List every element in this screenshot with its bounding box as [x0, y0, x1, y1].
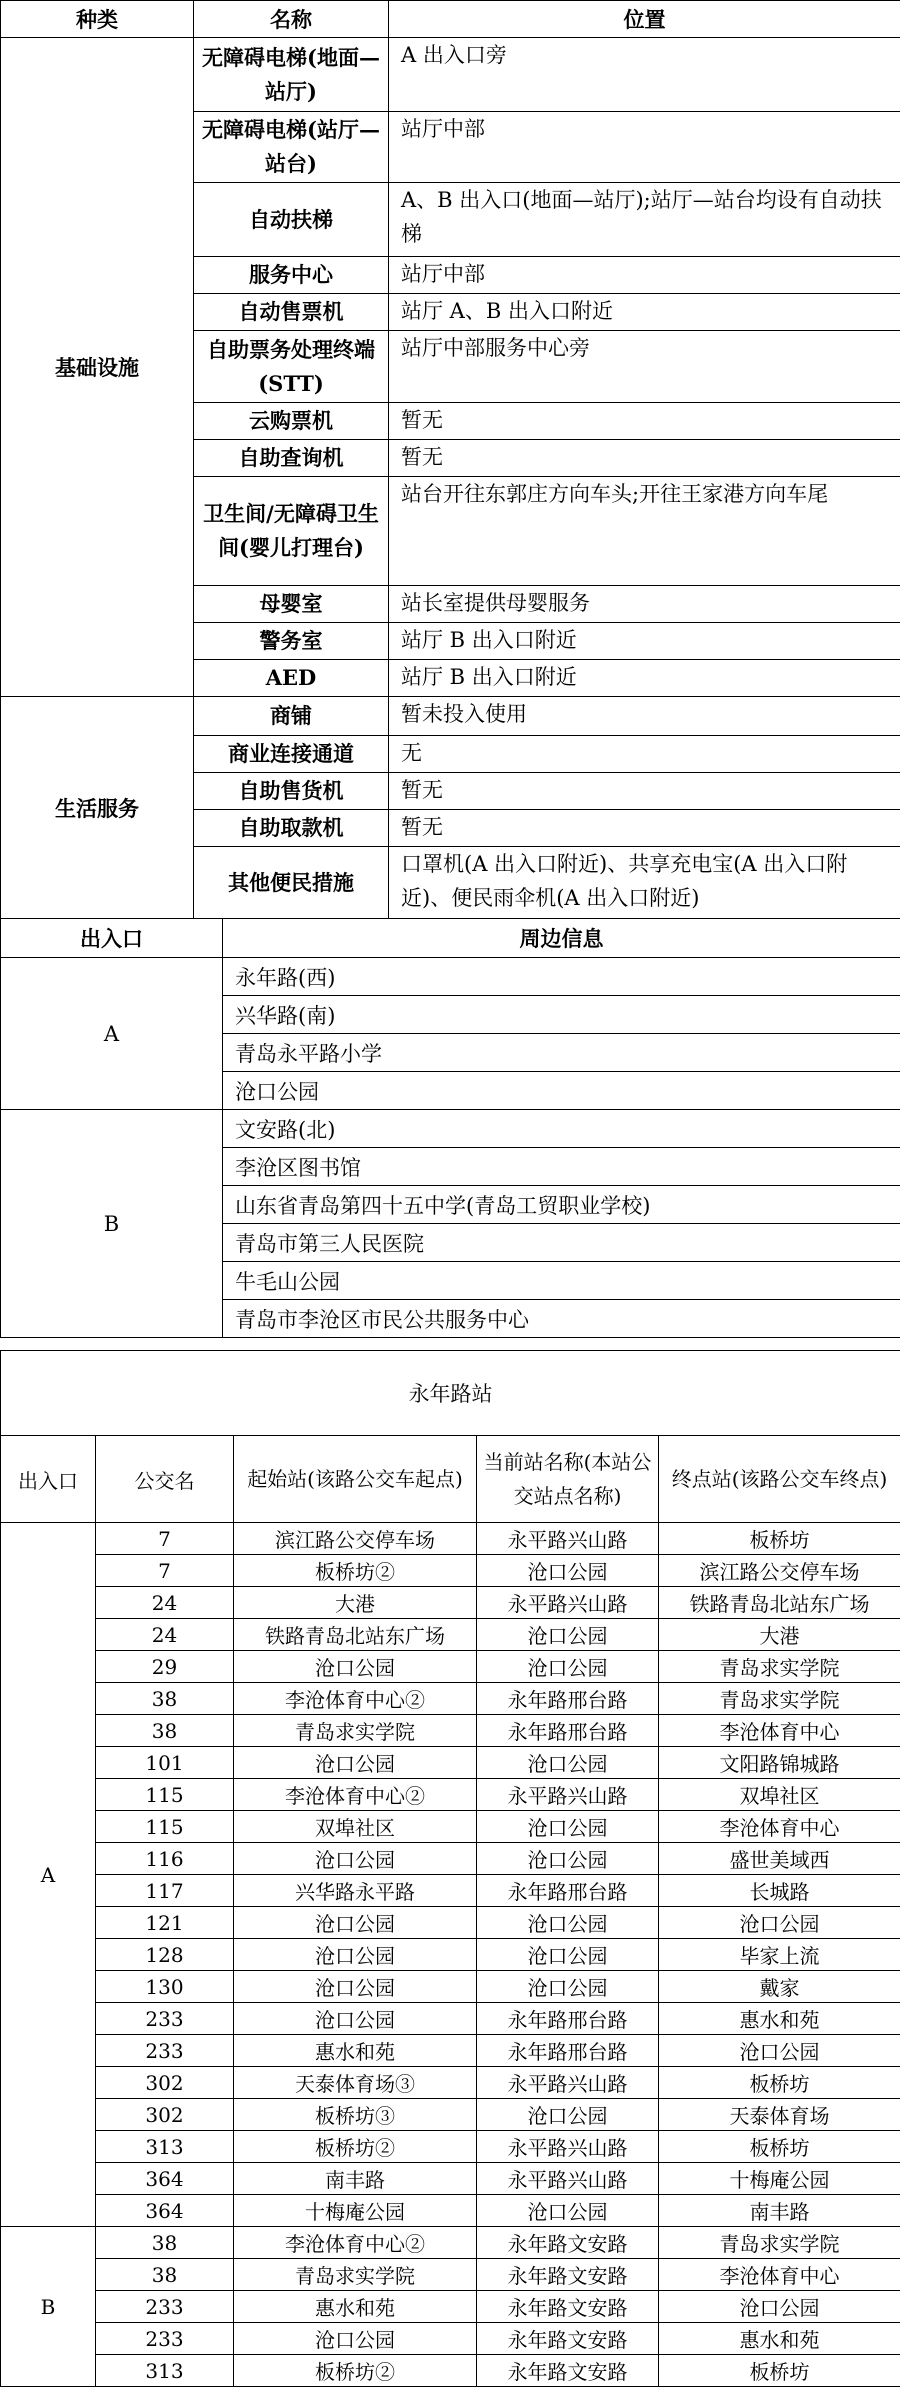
bus-start-stop: 板桥坊②	[234, 2131, 477, 2163]
bus-current-stop: 永平路兴山路	[477, 2163, 659, 2195]
exit-place: 文安路(北)	[223, 1110, 900, 1148]
facility-row	[1, 697, 900, 736]
bus-row	[1, 1715, 900, 1747]
facility-location: 站厅 B 出入口附近	[389, 660, 900, 697]
header-category: 种类	[1, 1, 194, 38]
bus-end-stop: 板桥坊	[659, 2067, 900, 2099]
facility-name: 母婴室	[194, 586, 389, 623]
bus-line: 121	[96, 1907, 234, 1939]
bus-current-stop: 永年路邢台路	[477, 2003, 659, 2035]
bus-current-stop: 沧口公园	[477, 1811, 659, 1843]
bus-row	[1, 1747, 900, 1779]
bus-end-stop: 李沧体育中心	[659, 1715, 900, 1747]
bus-table	[0, 1350, 900, 2387]
bus-end-stop: 李沧体育中心	[659, 2259, 900, 2291]
bus-start-stop: 大港	[234, 1587, 477, 1619]
facility-location: 站厅中部	[389, 257, 900, 294]
bus-current-stop: 永平路兴山路	[477, 2067, 659, 2099]
facility-name: 自助售货机	[194, 773, 389, 810]
header-exit: 出入口	[1, 919, 223, 958]
bus-line: 302	[96, 2067, 234, 2099]
bus-current-stop: 沧口公园	[477, 2099, 659, 2131]
bus-end-stop: 滨江路公交停车场	[659, 1555, 900, 1587]
bus-start-stop: 十梅庵公园	[234, 2195, 477, 2227]
bus-row	[1, 2291, 900, 2323]
bus-line: 117	[96, 1875, 234, 1907]
bus-header-exit: 出入口	[1, 1436, 96, 1523]
bus-end-stop: 铁路青岛北站东广场	[659, 1587, 900, 1619]
facility-name: 其他便民措施	[194, 847, 389, 919]
bus-row	[1, 2195, 900, 2227]
exits-body	[1, 958, 900, 1338]
facility-location: 站厅中部服务中心旁	[389, 331, 900, 403]
bus-start-stop: 李沧体育中心②	[234, 1683, 477, 1715]
bus-row	[1, 1779, 900, 1811]
bus-end-stop: 青岛求实学院	[659, 1651, 900, 1683]
bus-current-stop: 永年路邢台路	[477, 1875, 659, 1907]
bus-row	[1, 2227, 900, 2259]
header-name: 名称	[194, 1, 389, 38]
header-location: 位置	[389, 1, 900, 38]
bus-line: 233	[96, 2003, 234, 2035]
facility-location: 站厅中部	[389, 112, 900, 183]
facility-name: 自助查询机	[194, 440, 389, 477]
facility-name: 云购票机	[194, 403, 389, 440]
facility-location: 暂无	[389, 810, 900, 847]
facility-name: 自助票务处理终端(STT)	[194, 331, 389, 403]
bus-start-stop: 天泰体育场③	[234, 2067, 477, 2099]
bus-start-stop: 沧口公园	[234, 1907, 477, 1939]
bus-end-stop: 沧口公园	[659, 2035, 900, 2067]
bus-start-stop: 沧口公园	[234, 2323, 477, 2355]
bus-start-stop: 沧口公园	[234, 1747, 477, 1779]
bus-line: 313	[96, 2355, 234, 2387]
bus-end-stop: 青岛求实学院	[659, 1683, 900, 1715]
bus-line: 233	[96, 2291, 234, 2323]
bus-line: 38	[96, 1715, 234, 1747]
facility-location: A、B 出入口(地面—站厅);站厅—站台均设有自动扶梯	[389, 183, 900, 257]
bus-end-stop: 板桥坊	[659, 2131, 900, 2163]
bus-current-stop: 永年路邢台路	[477, 1715, 659, 1747]
bus-row	[1, 2323, 900, 2355]
bus-line: 130	[96, 1971, 234, 2003]
exit-place: 青岛市李沧区市民公共服务中心	[223, 1300, 900, 1338]
facility-location: 暂无	[389, 773, 900, 810]
bus-current-stop: 沧口公园	[477, 1619, 659, 1651]
bus-current-stop: 永年路邢台路	[477, 2035, 659, 2067]
bus-line: 29	[96, 1651, 234, 1683]
bus-current-stop: 永年路文安路	[477, 2227, 659, 2259]
facility-name: 自助取款机	[194, 810, 389, 847]
bus-exit: B	[1, 2227, 96, 2387]
bus-line: 24	[96, 1619, 234, 1651]
bus-row	[1, 2259, 900, 2291]
bus-current-stop: 永平路兴山路	[477, 1523, 659, 1555]
bus-header-line: 公交名	[96, 1436, 234, 1523]
bus-start-stop: 沧口公园	[234, 1843, 477, 1875]
bus-current-stop: 沧口公园	[477, 1939, 659, 1971]
exit-place: 永年路(西)	[223, 958, 900, 996]
bus-header-start: 起始站(该路公交车起点)	[234, 1436, 477, 1523]
bus-start-stop: 滨江路公交停车场	[234, 1523, 477, 1555]
bus-end-stop: 南丰路	[659, 2195, 900, 2227]
bus-row	[1, 2355, 900, 2387]
bus-end-stop: 惠水和苑	[659, 2323, 900, 2355]
exit-label: A	[1, 958, 223, 1110]
bus-line: 233	[96, 2323, 234, 2355]
bus-header-current: 当前站名称(本站公交站点名称)	[477, 1436, 659, 1523]
bus-start-stop: 板桥坊②	[234, 1555, 477, 1587]
bus-body	[1, 1523, 900, 2387]
bus-start-stop: 沧口公园	[234, 1651, 477, 1683]
exits-header-row	[1, 919, 900, 958]
bus-current-stop: 沧口公园	[477, 1555, 659, 1587]
exit-row	[1, 958, 900, 996]
bus-current-stop: 永平路兴山路	[477, 1779, 659, 1811]
bus-line: 101	[96, 1747, 234, 1779]
facility-location: 口罩机(A 出入口附近)、共享充电宝(A 出入口附近)、便民雨伞机(A 出入口附近)	[389, 847, 900, 919]
bus-end-stop: 毕家上流	[659, 1939, 900, 1971]
facility-category: 基础设施	[1, 38, 194, 697]
bus-current-stop: 永平路兴山路	[477, 1587, 659, 1619]
bus-end-stop: 十梅庵公园	[659, 2163, 900, 2195]
bus-start-stop: 铁路青岛北站东广场	[234, 1619, 477, 1651]
bus-row	[1, 1555, 900, 1587]
bus-current-stop: 沧口公园	[477, 1907, 659, 1939]
bus-start-stop: 板桥坊②	[234, 2355, 477, 2387]
bus-start-stop: 李沧体育中心②	[234, 2227, 477, 2259]
facilities-table	[0, 0, 900, 919]
bus-start-stop: 板桥坊③	[234, 2099, 477, 2131]
facility-location: 站台开往东郭庄方向车头;开往王家港方向车尾	[389, 477, 900, 586]
bus-line: 24	[96, 1587, 234, 1619]
bus-line: 7	[96, 1523, 234, 1555]
bus-current-stop: 沧口公园	[477, 1651, 659, 1683]
bus-row	[1, 1843, 900, 1875]
bus-line: 38	[96, 2227, 234, 2259]
bus-row	[1, 1875, 900, 1907]
bus-row	[1, 2163, 900, 2195]
bus-row	[1, 2067, 900, 2099]
bus-start-stop: 沧口公园	[234, 2003, 477, 2035]
bus-row	[1, 1651, 900, 1683]
header-surroundings: 周边信息	[223, 919, 900, 958]
bus-end-stop: 沧口公园	[659, 1907, 900, 1939]
bus-current-stop: 永年路邢台路	[477, 1683, 659, 1715]
bus-end-stop: 沧口公园	[659, 2291, 900, 2323]
facility-name: AED	[194, 660, 389, 697]
bus-start-stop: 青岛求实学院	[234, 2259, 477, 2291]
bus-current-stop: 沧口公园	[477, 1843, 659, 1875]
bus-line: 38	[96, 2259, 234, 2291]
bus-current-stop: 永年路文安路	[477, 2323, 659, 2355]
bus-end-stop: 长城路	[659, 1875, 900, 1907]
bus-end-stop: 板桥坊	[659, 2355, 900, 2387]
facility-name: 自动售票机	[194, 294, 389, 331]
bus-end-stop: 盛世美域西	[659, 1843, 900, 1875]
facility-name: 商铺	[194, 697, 389, 736]
bus-row	[1, 2099, 900, 2131]
bus-line: 364	[96, 2195, 234, 2227]
facility-name: 无障碍电梯(站厅—站台)	[194, 112, 389, 183]
bus-end-stop: 文阳路锦城路	[659, 1747, 900, 1779]
bus-start-stop: 兴华路永平路	[234, 1875, 477, 1907]
bus-current-stop: 永年路文安路	[477, 2259, 659, 2291]
bus-current-stop: 永年路文安路	[477, 2355, 659, 2387]
bus-end-stop: 戴家	[659, 1971, 900, 2003]
bus-line: 116	[96, 1843, 234, 1875]
facilities-body	[1, 38, 900, 919]
bus-start-stop: 惠水和苑	[234, 2035, 477, 2067]
exit-place: 青岛永平路小学	[223, 1034, 900, 1072]
facility-name: 卫生间/无障碍卫生间(婴儿打理台)	[194, 477, 389, 586]
bus-row	[1, 1523, 900, 1555]
facility-category: 生活服务	[1, 697, 194, 919]
bus-end-stop: 大港	[659, 1619, 900, 1651]
bus-current-stop: 沧口公园	[477, 1971, 659, 2003]
facility-name: 商业连接通道	[194, 736, 389, 773]
bus-line: 302	[96, 2099, 234, 2131]
bus-line: 115	[96, 1779, 234, 1811]
bus-station-title: 永年路站	[1, 1351, 900, 1436]
facility-location: 暂无	[389, 440, 900, 477]
exit-place: 兴华路(南)	[223, 996, 900, 1034]
bus-header-end: 终点站(该路公交车终点)	[659, 1436, 900, 1523]
bus-end-stop: 双埠社区	[659, 1779, 900, 1811]
bus-start-stop: 双埠社区	[234, 1811, 477, 1843]
bus-start-stop: 沧口公园	[234, 1971, 477, 2003]
facilities-header-row	[1, 1, 900, 38]
exit-label: B	[1, 1110, 223, 1338]
bus-current-stop: 沧口公园	[477, 2195, 659, 2227]
bus-end-stop: 惠水和苑	[659, 2003, 900, 2035]
facility-location: 暂无	[389, 403, 900, 440]
bus-start-stop: 南丰路	[234, 2163, 477, 2195]
bus-row	[1, 2131, 900, 2163]
bus-row	[1, 2003, 900, 2035]
bus-start-stop: 李沧体育中心②	[234, 1779, 477, 1811]
facility-location: 无	[389, 736, 900, 773]
bus-line: 364	[96, 2163, 234, 2195]
bus-line: 7	[96, 1555, 234, 1587]
bus-current-stop: 沧口公园	[477, 1747, 659, 1779]
facility-location: 站厅 A、B 出入口附近	[389, 294, 900, 331]
bus-row	[1, 1907, 900, 1939]
bus-start-stop: 沧口公园	[234, 1939, 477, 1971]
facility-location: 暂未投入使用	[389, 697, 900, 736]
bus-current-stop: 永年路文安路	[477, 2291, 659, 2323]
bus-row	[1, 1939, 900, 1971]
bus-current-stop: 永平路兴山路	[477, 2131, 659, 2163]
bus-header-row	[1, 1436, 900, 1523]
bus-row	[1, 1971, 900, 2003]
bus-line: 115	[96, 1811, 234, 1843]
bus-exit: A	[1, 1523, 96, 2227]
facility-location: A 出入口旁	[389, 38, 900, 112]
bus-row	[1, 1587, 900, 1619]
bus-end-stop: 李沧体育中心	[659, 1811, 900, 1843]
facility-location: 站长室提供母婴服务	[389, 586, 900, 623]
facility-name: 无障碍电梯(地面—站厅)	[194, 38, 389, 112]
bus-line: 313	[96, 2131, 234, 2163]
facility-location: 站厅 B 出入口附近	[389, 623, 900, 660]
bus-row	[1, 1619, 900, 1651]
bus-end-stop: 板桥坊	[659, 1523, 900, 1555]
bus-row	[1, 1811, 900, 1843]
bus-line: 128	[96, 1939, 234, 1971]
facility-row	[1, 38, 900, 112]
bus-start-stop: 青岛求实学院	[234, 1715, 477, 1747]
bus-row	[1, 1683, 900, 1715]
exits-table	[0, 918, 900, 1338]
exit-place: 李沧区图书馆	[223, 1148, 900, 1186]
bus-row	[1, 2035, 900, 2067]
facility-name: 服务中心	[194, 257, 389, 294]
exit-place: 山东省青岛第四十五中学(青岛工贸职业学校)	[223, 1186, 900, 1224]
exit-place: 沧口公园	[223, 1072, 900, 1110]
bus-end-stop: 青岛求实学院	[659, 2227, 900, 2259]
exit-place: 青岛市第三人民医院	[223, 1224, 900, 1262]
facility-name: 警务室	[194, 623, 389, 660]
bus-end-stop: 天泰体育场	[659, 2099, 900, 2131]
exit-place: 牛毛山公园	[223, 1262, 900, 1300]
bus-title-row	[1, 1351, 900, 1436]
bus-line: 38	[96, 1683, 234, 1715]
exit-row	[1, 1110, 900, 1148]
bus-line: 233	[96, 2035, 234, 2067]
facility-name: 自动扶梯	[194, 183, 389, 257]
bus-start-stop: 惠水和苑	[234, 2291, 477, 2323]
